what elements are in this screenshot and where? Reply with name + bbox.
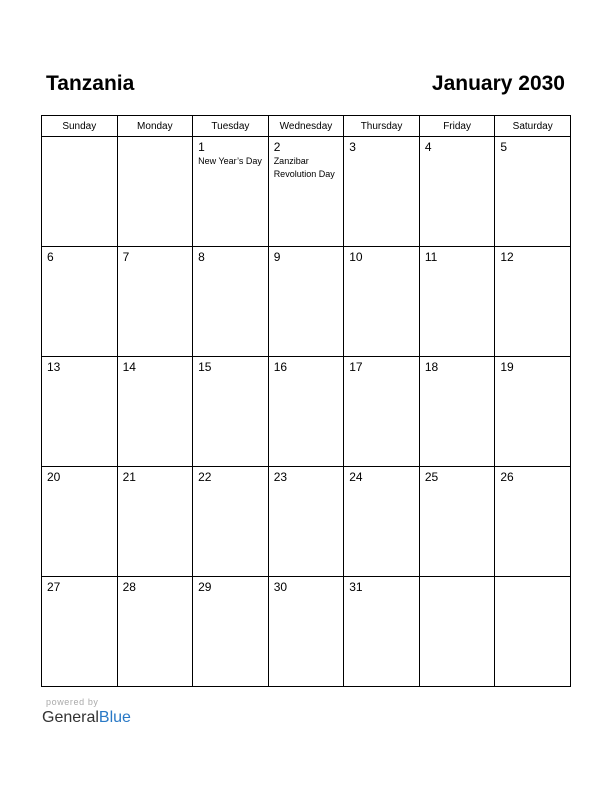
day-cell (495, 467, 571, 577)
day-number: 13 (47, 360, 61, 374)
holiday-label (42, 141, 117, 142)
day-cell (193, 577, 269, 687)
holiday-label (495, 374, 570, 375)
day-number: 9 (273, 250, 281, 264)
holiday-label (118, 374, 193, 375)
day-number: 5 (500, 140, 508, 154)
holiday-label (42, 594, 117, 595)
weekday-header-row (42, 116, 571, 137)
holiday-label (118, 484, 193, 485)
day-cell (344, 467, 420, 577)
day-cell (419, 247, 495, 357)
day-number: 18 (424, 360, 439, 374)
holiday-label (420, 154, 495, 155)
holiday-label (344, 374, 419, 375)
holiday-label (193, 264, 268, 265)
holiday-label (420, 484, 495, 485)
footer-branding (42, 697, 131, 728)
day-number: 22 (198, 470, 212, 484)
day-cell (419, 577, 495, 687)
holiday-label (42, 484, 117, 485)
day-number: 16 (273, 360, 288, 374)
day-cell (344, 357, 420, 467)
weekday-monday: Monday (117, 116, 193, 137)
day-cell (419, 137, 495, 247)
day-cell (268, 467, 344, 577)
day-cell (193, 467, 269, 577)
day-cell (268, 247, 344, 357)
holiday-label (495, 581, 570, 582)
holiday-label (420, 581, 495, 582)
holiday-label (495, 264, 570, 265)
day-number: 8 (198, 250, 205, 264)
holiday-label (420, 374, 495, 375)
holiday-label (42, 264, 117, 265)
holiday-label (495, 484, 570, 485)
holiday-label (269, 374, 344, 375)
holiday-label (344, 264, 419, 265)
day-cell (419, 467, 495, 577)
day-number: 12 (500, 250, 514, 264)
holiday-label (193, 374, 268, 375)
holiday-label (118, 141, 193, 142)
day-cell (495, 247, 571, 357)
day-number: 11 (424, 250, 438, 264)
day-number: 10 (349, 250, 363, 264)
day-cell (193, 137, 269, 247)
weekday-wednesday: Wednesday (268, 116, 344, 137)
day-number: 6 (47, 250, 54, 264)
holiday-label (193, 594, 268, 595)
holiday-label: New Year’s Day (198, 156, 262, 166)
day-cell (42, 467, 118, 577)
weekday-friday: Friday (419, 116, 495, 137)
day-cell (268, 137, 344, 247)
day-cell (193, 247, 269, 357)
day-cell (419, 357, 495, 467)
day-cell (117, 577, 193, 687)
day-number: 25 (424, 470, 439, 484)
day-cell (344, 137, 420, 247)
weekday-tuesday: Tuesday (193, 116, 269, 137)
weekday-saturday: Saturday (495, 116, 571, 137)
holiday-label (420, 264, 495, 265)
day-number: 21 (122, 470, 136, 484)
holiday-label (118, 264, 193, 265)
day-cell (42, 357, 118, 467)
day-number: 29 (198, 580, 212, 594)
day-number: 27 (47, 580, 61, 594)
week-row-5 (42, 577, 571, 687)
day-cell (344, 577, 420, 687)
day-number: 19 (500, 360, 514, 374)
day-cell (42, 137, 118, 247)
day-cell (268, 357, 344, 467)
powered-by-text: powered by (46, 697, 99, 707)
holiday-label (344, 594, 419, 595)
day-cell (117, 357, 193, 467)
weekday-thursday: Thursday (344, 116, 420, 137)
week-row-3 (42, 357, 571, 467)
brand-part-general: General (42, 709, 99, 726)
day-number: 15 (198, 360, 212, 374)
holiday-label (269, 484, 344, 485)
holiday-label (118, 594, 193, 595)
weekday-sunday: Sunday (42, 116, 118, 137)
calendar-grid (41, 115, 571, 687)
day-number: 31 (349, 580, 363, 594)
day-cell (344, 247, 420, 357)
day-number: 2 (273, 140, 281, 154)
holiday-label (42, 374, 117, 375)
month-title: January 2030 (431, 72, 565, 95)
day-number: 20 (47, 470, 61, 484)
day-number: 3 (349, 140, 356, 154)
day-number: 28 (122, 580, 136, 594)
day-number: 1 (198, 140, 205, 154)
day-number: 14 (122, 360, 136, 374)
day-number: 4 (424, 140, 432, 154)
day-number: 26 (500, 470, 514, 484)
day-cell (117, 137, 193, 247)
day-number: 7 (122, 250, 130, 264)
week-row-2 (42, 247, 571, 357)
day-cell (42, 247, 118, 357)
holiday-label (269, 264, 344, 265)
brand-part-blue: Blue (98, 709, 131, 726)
holiday-label (344, 484, 419, 485)
day-cell (495, 577, 571, 687)
holiday-label (495, 154, 570, 155)
day-cell (268, 577, 344, 687)
day-number: 23 (273, 470, 288, 484)
holiday-label (193, 484, 268, 485)
day-cell (117, 467, 193, 577)
day-number: 24 (349, 470, 363, 484)
day-number: 17 (349, 360, 363, 374)
day-cell (495, 357, 571, 467)
country-title: Tanzania (46, 72, 135, 95)
day-cell (495, 137, 571, 247)
holiday-label: Zanzibar Revolution Day (273, 156, 335, 179)
holiday-label (344, 154, 419, 155)
holiday-label (269, 594, 344, 595)
day-cell (193, 357, 269, 467)
week-row-4 (42, 467, 571, 577)
generalblue-logo (42, 708, 131, 728)
day-number: 30 (273, 580, 288, 594)
day-cell (42, 577, 118, 687)
day-cell (117, 247, 193, 357)
week-row-1 (42, 137, 571, 247)
